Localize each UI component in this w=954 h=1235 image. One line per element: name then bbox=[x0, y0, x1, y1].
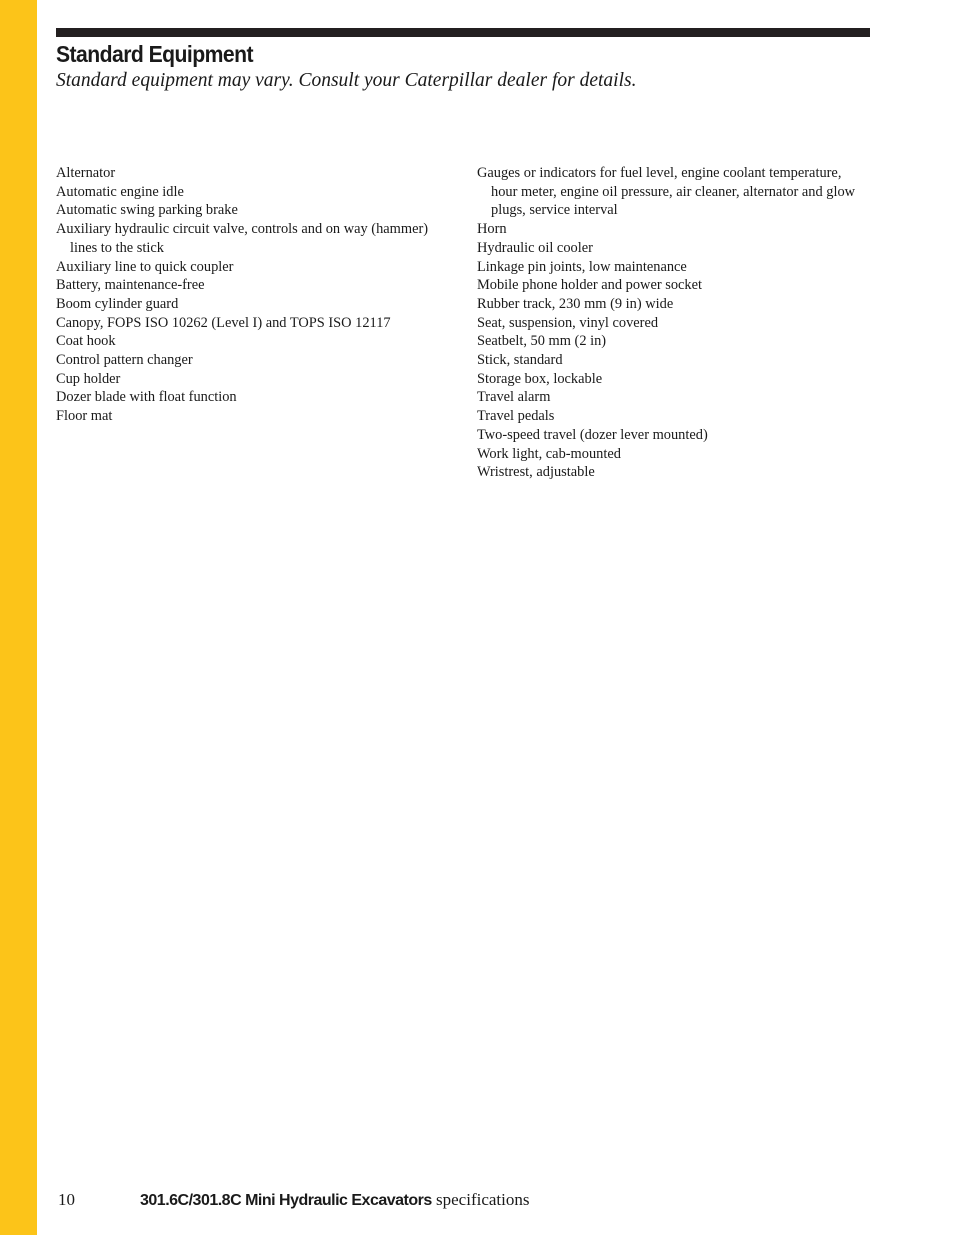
list-item: Auxiliary line to quick coupler bbox=[56, 258, 234, 275]
list-item: Automatic engine idle bbox=[56, 183, 184, 200]
list-item: Storage box, lockable bbox=[477, 370, 603, 387]
list-item: Travel pedals bbox=[477, 408, 555, 425]
list-item: Horn bbox=[477, 221, 507, 238]
list-item: Two-speed travel (dozer lever mounted) bbox=[477, 426, 708, 443]
list-item: Seat, suspension, vinyl covered bbox=[477, 314, 659, 331]
page-number: 10 bbox=[58, 1190, 75, 1209]
yellow-side-bar bbox=[0, 0, 37, 1235]
list-item: Canopy, FOPS ISO 10262 (Level I) and TOPS ISO 12117 bbox=[56, 314, 391, 331]
list-item: Seatbelt, 50 mm (2 in) bbox=[477, 333, 607, 350]
page-subtitle: Standard equipment may vary. Consult your Caterpillar dealer for details. bbox=[56, 70, 637, 91]
top-rule bbox=[56, 28, 870, 37]
list-item: Hydraulic oil cooler bbox=[477, 239, 593, 256]
list-item: Travel alarm bbox=[477, 389, 551, 406]
footer-product-line bbox=[140, 1188, 529, 1213]
list-item: Auxiliary hydraulic circuit valve, controls and on way (hammer) lines to the stick bbox=[56, 221, 429, 256]
list-item: Cup holder bbox=[56, 370, 121, 387]
list-item: Mobile phone holder and power socket bbox=[477, 277, 702, 294]
list-item: Dozer blade with float function bbox=[56, 389, 237, 406]
list-item: Alternator bbox=[56, 165, 116, 181]
page-footer bbox=[56, 1188, 756, 1212]
list-item: Wristrest, adjustable bbox=[477, 464, 595, 481]
list-item: Automatic swing parking brake bbox=[56, 202, 238, 219]
list-item: Linkage pin joints, low maintenance bbox=[477, 258, 687, 275]
list-item: Stick, standard bbox=[477, 352, 563, 369]
footer-spec-label: specifications bbox=[436, 1190, 530, 1209]
list-item: Coat hook bbox=[56, 333, 116, 350]
list-item: Rubber track, 230 mm (9 in) wide bbox=[477, 295, 674, 312]
page-title: Standard Equipment bbox=[56, 41, 253, 67]
equipment-list-right bbox=[477, 164, 857, 482]
list-item: Battery, maintenance-free bbox=[56, 277, 205, 294]
equipment-list-left bbox=[56, 164, 456, 426]
list-item: Control pattern changer bbox=[56, 352, 193, 369]
list-item: Floor mat bbox=[56, 408, 113, 425]
list-item: Gauges or indicators for fuel level, engine coolant temperature, hour meter, engine oil pressure, air cleaner, alternator and glow plugs, service interval bbox=[477, 165, 856, 219]
list-item: Work light, cab-mounted bbox=[477, 445, 621, 462]
footer-model-name: 301.6C/301.8C Mini Hydraulic Excavators bbox=[140, 1192, 432, 1209]
list-item: Boom cylinder guard bbox=[56, 295, 179, 312]
